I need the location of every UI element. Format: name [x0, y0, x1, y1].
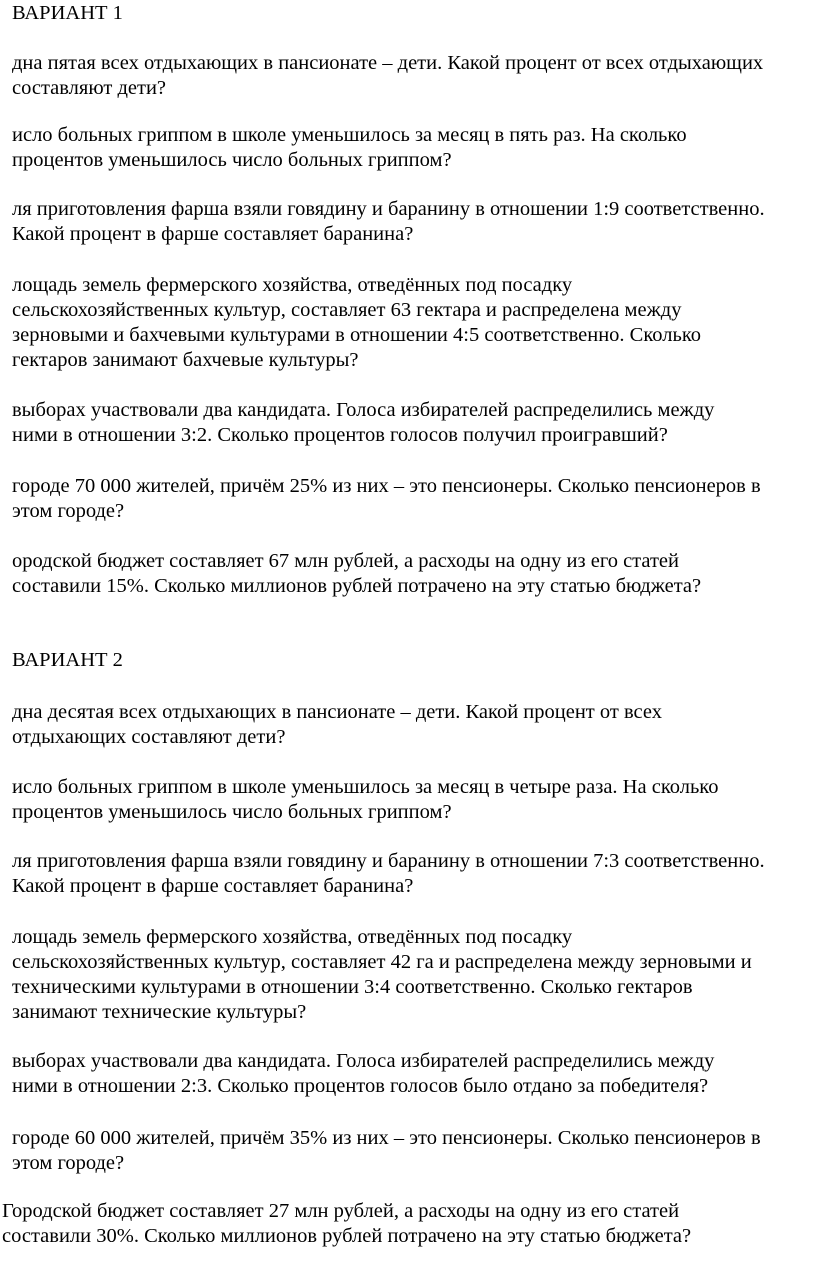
task-line: составили 15%. Сколько миллионов рублей потрачено на эту статью бюджета?: [12, 575, 702, 597]
task-line: исло больных гриппом в школе уменьшилось за месяц в четыре раза. На сколько: [12, 776, 719, 798]
task-line: лощадь земель фермерского хозяйства, отведённых под посадку: [12, 926, 573, 948]
task-line: Какой процент в фарше составляет баранина?: [12, 223, 414, 245]
variant-2-task-7: [2, 1199, 816, 1249]
task-line: ними в отношении 2:3. Сколько процентов голосов было отдано за победителя?: [12, 1075, 709, 1097]
task-line: составляют дети?: [12, 77, 167, 99]
variant-1-task-3: [12, 197, 816, 247]
task-line: исло больных гриппом в школе уменьшилось за месяц в пять раз. На сколько: [12, 124, 687, 146]
variant-2-task-1: [12, 700, 816, 750]
variant-1-task-4: [12, 273, 816, 373]
task-line: Городской бюджет составляет 27 млн рублей, а расходы на одну из его статей: [2, 1200, 680, 1222]
task-line: ля приготовления фарша взяли говядину и баранину в отношении 1:9 соответственно.: [12, 198, 765, 220]
variant-1-task-6: [12, 474, 816, 524]
variant-2-task-4: [12, 925, 816, 1025]
task-line: ля приготовления фарша взяли говядину и баранину в отношении 7:3 соответственно.: [12, 850, 765, 872]
task-line: выборах участвовали два кандидата. Голоса избирателей распределились между: [12, 399, 715, 421]
task-line: процентов уменьшилось число больных гриппом?: [12, 801, 452, 823]
task-line: этом городе?: [12, 1152, 125, 1174]
task-line: дна пятая всех отдыхающих в пансионате – дети. Какой процент от всех отдыхающих: [12, 52, 764, 74]
variant-2-task-3: [12, 849, 816, 899]
task-line: зерновыми и бахчевыми культурами в отношении 4:5 соответственно. Сколько: [12, 324, 701, 346]
variant-2-title: ВАРИАНТ 2: [12, 649, 123, 671]
task-line: лощадь земель фермерского хозяйства, отведённых под посадку: [12, 274, 573, 296]
variant-1-task-7: [12, 549, 816, 599]
variant-2-task-6: [12, 1126, 816, 1176]
variant-1-task-5: [12, 398, 816, 448]
task-line: составили 30%. Сколько миллионов рублей потрачено на эту статью бюджета?: [2, 1225, 692, 1247]
task-line: занимают технические культуры?: [12, 1001, 307, 1023]
task-line: этом городе?: [12, 500, 125, 522]
variant-2-task-2: [12, 775, 816, 825]
variant-2-task-5: [12, 1049, 816, 1099]
task-line: городе 70 000 жителей, причём 25% из них – это пенсионеры. Сколько пенсионеров в: [12, 475, 761, 497]
task-line: ними в отношении 3:2. Сколько процентов голосов получил проигравший?: [12, 424, 668, 446]
task-line: техническими культурами в отношении 3:4 соответственно. Сколько гектаров: [12, 976, 693, 998]
task-line: Какой процент в фарше составляет баранина?: [12, 875, 414, 897]
variant-1-task-2: [12, 123, 816, 173]
task-line: дна десятая всех отдыхающих в пансионате – дети. Какой процент от всех: [12, 701, 662, 723]
task-line: сельскохозяйственных культур, составляет 63 гектара и распределена между: [12, 299, 682, 321]
task-line: городе 60 000 жителей, причём 35% из них – это пенсионеры. Сколько пенсионеров в: [12, 1127, 761, 1149]
task-line: гектаров занимают бахчевые культуры?: [12, 349, 359, 371]
variant-1-title: ВАРИАНТ 1: [12, 2, 123, 24]
task-line: ородской бюджет составляет 67 млн рублей, а расходы на одну из его статей: [12, 550, 679, 572]
task-line: процентов уменьшилось число больных гриппом?: [12, 149, 452, 171]
variant-1-task-1: [12, 51, 816, 101]
task-line: сельскохозяйственных культур, составляет 42 га и распределена между зерновыми и: [12, 951, 752, 973]
task-line: выборах участвовали два кандидата. Голоса избирателей распределились между: [12, 1050, 715, 1072]
task-line: отдыхающих составляют дети?: [12, 726, 286, 748]
